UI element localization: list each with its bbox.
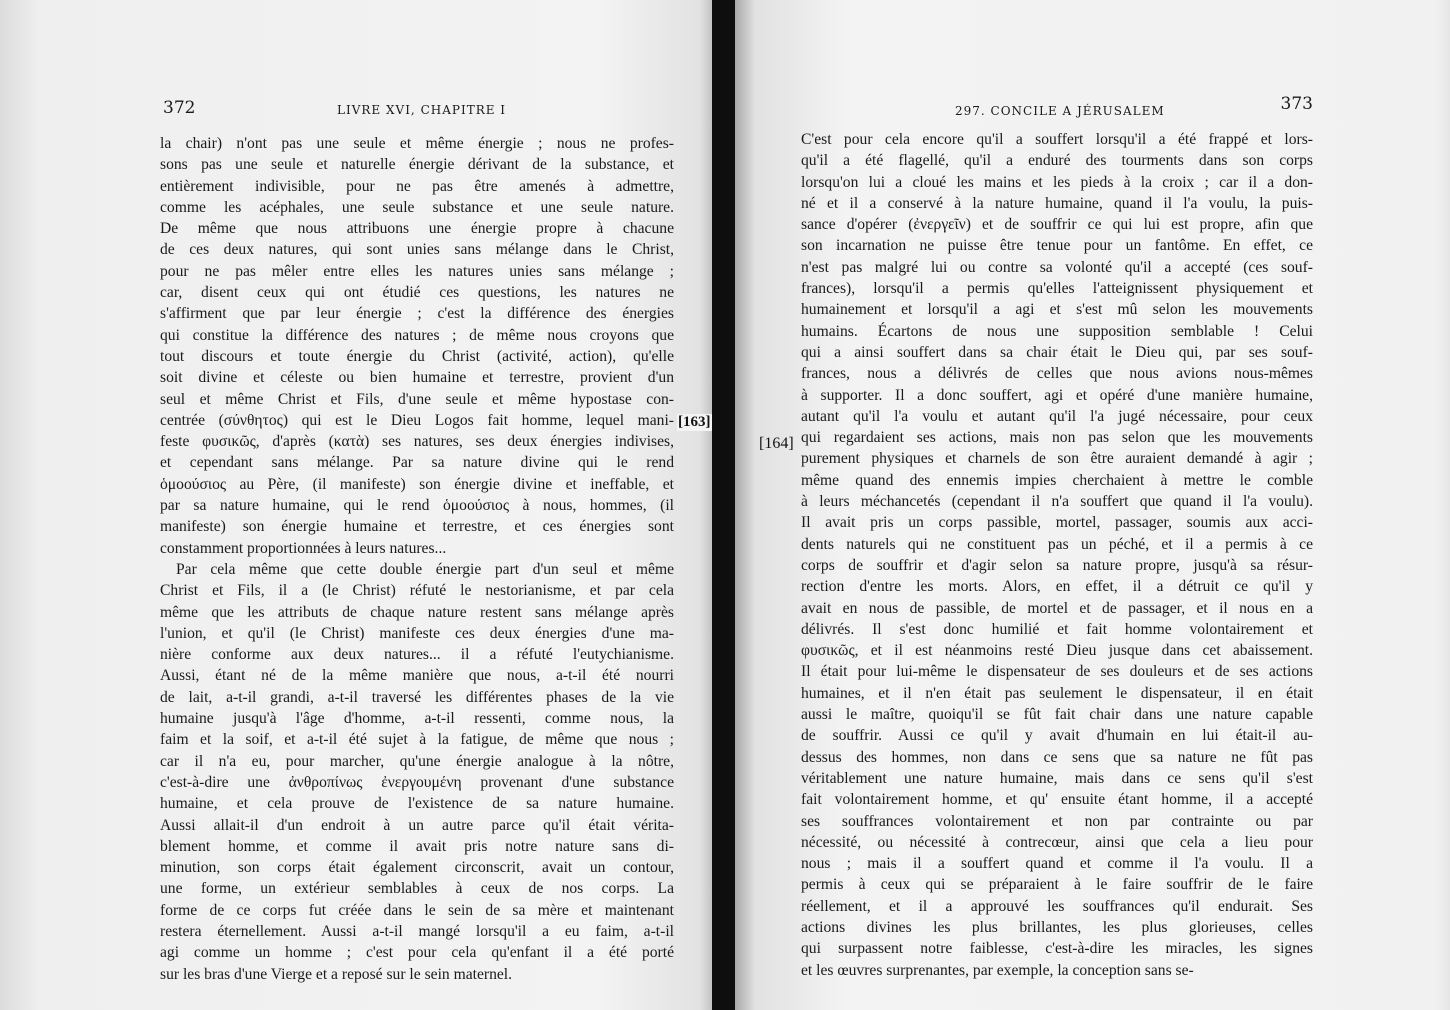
- text-line: feste φυσικῶς, d'après (κατὰ) ses natures, ses deux énergies indivises,: [160, 433, 674, 451]
- text-line: nière conforme aux deux natures... il a réfuté l'eutychianisme.: [160, 646, 674, 664]
- text-line: manifeste) son énergie humaine et terrestre, et ces énergies sont: [160, 518, 674, 536]
- text-line: ὁμοούσιος au Père, (il manifeste) son énergie divine et ineffable, et: [160, 475, 674, 493]
- text-line: soit divine et céleste ou bien humaine et terrestre, provient d'un: [160, 369, 674, 387]
- text-line: entièrement indivisible, pour ne pas être amenés à admettre,: [160, 177, 674, 195]
- text-line: ses souffrances volontairement et non par contrainte ou par: [801, 812, 1313, 830]
- text-line: par sa nature humaine, qui le rend ὁμοούσιος à nous, hommes, (il: [160, 497, 674, 515]
- text-line: faim et la soif, et a-t-il été sujet à la fatigue, de même que nous ;: [160, 731, 674, 749]
- text-line: fait volontairement homme, et qu' ensuite étant homme, il a accepté: [801, 791, 1313, 809]
- text-line: nécessité, ou nécessité à contrecœur, ainsi que cela a lieu pour: [801, 833, 1313, 851]
- text-line: de souffrir. Aussi ce qu'il y avait d'humain en lui était-il au-: [801, 727, 1313, 745]
- text-line: comme les acéphales, une seule substance et une seule nature.: [160, 198, 674, 216]
- text-line: corps de souffrir et d'agir selon sa nature propre, jusqu'à sa résur-: [801, 556, 1313, 574]
- right-page-text: [801, 129, 1313, 981]
- text-line: φυσικῶς, et il est néanmoins resté Dieu jusque dans cet abaissement.: [801, 642, 1313, 660]
- running-head: LIVRE XVI, CHAPITRE I: [337, 103, 507, 117]
- text-line: dents naturels qui ne constituent pas un péché, et il a permis à ce: [801, 535, 1313, 553]
- page-marker-164: [164]: [759, 435, 794, 452]
- text-line: qui surpassent notre faiblesse, c'est-à-dire les miracles, les signes: [801, 940, 1313, 958]
- text-line: la chair) n'ont pas une seule et même énergie ; nous ne profes-: [160, 135, 674, 152]
- text-line: humainement et lorsqu'il a agi et s'est mû selon les mouvements: [801, 301, 1313, 319]
- text-line: humaines, et il n'en était pas seulement le dispensateur, il en était: [801, 684, 1313, 702]
- text-line: Aussi, étant né de la même manière que nous, a-t-il été nourri: [160, 667, 674, 685]
- page-number: 373: [1280, 94, 1313, 114]
- text-line: centrée (σύνθητος) qui est le Dieu Logos fait homme, lequel mani-: [160, 411, 674, 429]
- text-line: qui a ainsi souffert dans sa chair était le Dieu qui, par ses souf-: [801, 343, 1313, 361]
- text-line: n'est pas malgré lui ou contre sa volonté qu'il a accepté (ces souf-: [801, 258, 1313, 276]
- text-line: et cependant sans mélange. Par sa nature divine qui le rend: [160, 454, 674, 472]
- text-line: aussi le maître, quoiqu'il se fût fait chair dans une nature capable: [801, 706, 1313, 724]
- text-line: rection d'entre les morts. Alors, en effet, il a détruit ce qu'il y: [801, 578, 1313, 596]
- text-line: Aussi allait-il d'un endroit à un autre parce qu'il était vérita-: [160, 816, 674, 834]
- text-line: à leurs méchancetés (cependant il n'a souffert que quand il l'a voulu).: [801, 493, 1313, 511]
- text-line: de ces deux natures, qui sont unies sans mélange dans le Christ,: [160, 241, 674, 259]
- text-line: autant qu'il l'a voulu et autant qu'il l'a jugé nécessaire, pour ceux: [801, 407, 1313, 425]
- text-line: restera éternellement. Aussi a-t-il mangé lorsqu'il a eu faim, a-t-il: [160, 922, 674, 940]
- left-page-header: [163, 98, 673, 122]
- text-line: De même que nous attribuons une énergie propre à chacune: [160, 220, 674, 238]
- text-line: C'est pour cela encore qu'il a souffert lorsqu'il a été frappé et lors-: [801, 131, 1313, 148]
- text-line: pour ne pas mêler entre elles les natures unies sans mélange ;: [160, 262, 674, 280]
- text-line: humaine jusqu'à l'âge d'homme, a-t-il ressenti, comme nous, la: [160, 710, 674, 728]
- text-line: sons pas une seule et naturelle énergie dérivant de la substance, et: [160, 156, 674, 174]
- text-line: délivrés. Il s'est donc humilié et fait homme volontairement et: [801, 620, 1313, 638]
- text-line: permis à ceux qui se préparaient à le faire souffrir de le faire: [801, 876, 1313, 894]
- text-line: qui constitue la différence des natures ; de même nous croyons que: [160, 326, 674, 344]
- text-line: nous ; mais il a souffert quand et comme il l'a voulu. Il a: [801, 855, 1313, 873]
- text-line: qui regardaient ses actions, mais non pas selon que les mouvements: [801, 429, 1313, 447]
- text-line: dessus des hommes, non dans ce sens que sa nature ne fût pas: [801, 748, 1313, 766]
- text-line: actions divines les plus brillantes, les plus glorieuses, celles: [801, 918, 1313, 936]
- right-page: [735, 0, 1450, 1010]
- text-line: c'est-à-dire une ἀνθροπίνως ἐνεργουμένη provenant d'une substance: [160, 773, 674, 791]
- text-line: tout discours et toute énergie du Christ (activité, action), qu'elle: [160, 347, 674, 365]
- text-line: de lait, a-t-il grandi, a-t-il traversé les différentes phases de la vie: [160, 688, 674, 706]
- text-line: seul et même Christ et Fils, d'une seule et même hypostase con-: [160, 390, 674, 408]
- text-line: Christ et Fils, il a (le Christ) réfuté le nestorianisme, et par cela: [160, 582, 674, 600]
- text-line: une forme, un extérieur semblables à ceux de nos corps. La: [160, 880, 674, 898]
- text-line: forme de ce corps fut créée dans le sein de sa mère et maintenant: [160, 901, 674, 919]
- text-line: même quand des ennemis impies cherchaient à mettre le comble: [801, 471, 1313, 489]
- text-line: constamment proportionnées à leurs natures...: [160, 539, 447, 557]
- text-line: lorsqu'on lui a cloué les mains et les pieds à la croix ; car il a don-: [801, 173, 1313, 191]
- text-line: frances), lorsqu'il a permis qu'elles l'atteignissent physiquement et: [801, 280, 1313, 298]
- text-line: purement physiques et charnels de son être auraient demandé à agir ;: [801, 450, 1313, 468]
- text-line: même que les attributs de chaque nature restent sans mélange après: [160, 603, 674, 621]
- text-line: car, disent ceux qui ont étudié ces questions, les natures ne: [160, 284, 674, 302]
- text-line: humains. Écartons de nous une supposition semblable ! Celui: [801, 322, 1313, 340]
- page-marker-163: [163]: [678, 414, 711, 430]
- text-line: son incarnation ne puisse être tenue pour un fantôme. En effet, ce: [801, 237, 1313, 255]
- text-line: l'union, et qu'il (le Christ) manifeste ces deux énergies d'une ma-: [160, 624, 674, 642]
- left-page: [0, 0, 718, 1010]
- text-line: Il avait pris un corps passible, mortel, passager, soumis aux acci-: [801, 514, 1313, 532]
- text-line: minution, son corps était également circonscrit, avait un contour,: [160, 859, 674, 877]
- text-line: à supporter. Il a donc souffert, agi et opéré d'une manière humaine,: [801, 386, 1313, 404]
- text-line: blement homme, et comme il avait pris notre nature sans di-: [160, 837, 674, 855]
- text-line: sance d'opérer (ἐνεργεῖν) et de souffrir ce qui lui est propre, afin que: [801, 216, 1313, 234]
- text-line: né et il a conservé à la nature humaine, quand il l'a voulu, la puis-: [801, 194, 1313, 212]
- text-line: qu'il a été flagellé, qu'il a enduré des tourments dans son corps: [801, 152, 1313, 170]
- text-line: car il n'a eu, pour marcher, qu'une énergie analogue à la nôtre,: [160, 752, 674, 770]
- right-page-header: [955, 94, 1313, 122]
- left-page-text: [160, 133, 674, 985]
- text-line: frances, nous a délivrés de celles que nous avions nous-mêmes: [801, 365, 1313, 383]
- running-head: 297. CONCILE A JÉRUSALEM: [955, 104, 1165, 118]
- text-line: humaine, et cela prouve de l'existence de sa nature humaine.: [160, 795, 674, 813]
- text-line: Par cela même que cette double énergie part d'un seul et même: [176, 560, 674, 578]
- text-line: et les œuvres surprenantes, par exemple, la conception sans se-: [801, 961, 1194, 979]
- page-number: 372: [163, 98, 196, 118]
- text-line: réellement, et il a approuvé les souffrances qu'il endurait. Ses: [801, 897, 1313, 915]
- text-line: avait en nous de passible, de mortel et de passager, et il nous en a: [801, 599, 1313, 617]
- text-line: véritablement une nature humaine, mais dans ce sens qu'il s'est: [801, 769, 1313, 787]
- text-line: sur les bras d'une Vierge et a reposé sur le sein maternel.: [160, 965, 513, 983]
- text-line: s'affirment que par leur énergie ; c'est la différence des énergies: [160, 305, 674, 323]
- text-line: agi comme un homme ; c'est pour cela qu'enfant il a été porté: [160, 944, 674, 962]
- text-line: Il était pour lui-même le dispensateur de ses douleurs et de ses actions: [801, 663, 1313, 681]
